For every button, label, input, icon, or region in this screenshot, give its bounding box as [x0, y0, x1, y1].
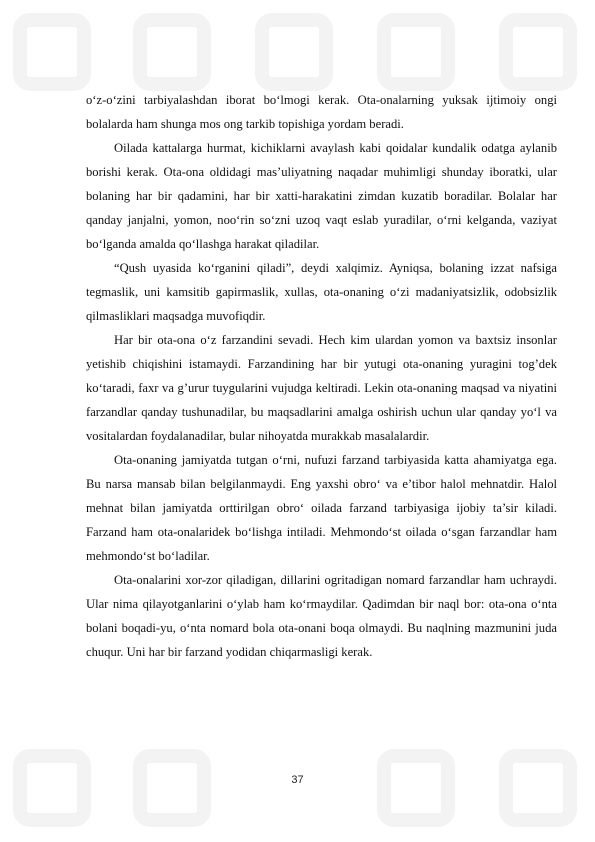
paragraph: Ota-onaning jamiyatda tutgan o‘rni, nufuzi farzand tarbiyasida katta ahamiyatga ega. Bu narsa mansab bilan belgilanmaydi. Eng yaxshi obro‘ va e’tibor halol mehnatdir. Halol mehnat bilan jamiyatda orttirilgan obro‘ oilada farzand tarbiyasiga ijobiy ta’sir kiladi. Farzand ham ota-onalaridek bo‘lishga intiladi. Mehmondo‘st oilada o‘sgan farzandlar ham mehmondo‘st bo‘ladilar.: [86, 453, 557, 563]
paragraph: “Qush uyasida ko‘rganini qiladi”, deydi xalqimiz. Ayniqsa, bolaning izzat nafsiga tegmaslik, uni kamsitib gapirmaslik, xullas, ota-onaning o‘zi madaniyatsizlik, odobsizlik qilmasliklari maqsadga muvofiqdir.: [86, 261, 557, 323]
page-number: 37: [291, 774, 304, 786]
paragraph: Ota-onalarini xor-zor qiladigan, dillarini ogritadigan nomard farzandlar ham uchraydi. Ular nima qilayotganlarini o‘ylab ham ko‘rmaydilar. Qadimdan bir naql bor: ota-ona o‘nta bolani boqadi-yu, o‘nta nomard bola ota-onani boqa olmaydi. Bu naqlning mazmunini juda chuqur. Uni har bir farzand yodidan chiqarmasligi kerak.: [86, 573, 557, 659]
paragraph: o‘z-o‘zini tarbiyalashdan iborat bo‘lmogi kerak. Ota-onalarning yuksak ijtimoiy ongi bolalarda ham shunga mos ong tarkib topishiga yordam beradi.: [86, 93, 557, 131]
paragraph: Oilada kattalarga hurmat, kichiklarni avaylash kabi qoidalar kundalik odatga aylanib borishi kerak. Ota-ona oldidagi mas’uliyatning naqadar muhimligi shunday iboratki, ular bolaning har bir qadamini, har bir xatti-harakatini zimdan kuzatib boradilar. Bolalar har qanday janjalni, yomon, noo‘rin so‘zni uzoq vaqt eslab yuradilar, o‘rni kelganda, vaziyat bo‘lganda amalda qo‘llashga harakat qiladilar.: [86, 141, 557, 251]
page-body: [86, 88, 557, 664]
paragraph: Har bir ota-ona o‘z farzandini sevadi. Hech kim ulardan yomon va baxtsiz insonlar yetishib chiqishini istamaydi. Farzandining har bir yutugi ota-onaning yuragini tog’dek ko‘taradi, faxr va g’urur tuygularini vujudga keltiradi. Lekin ota-onaning maqsad va niyatini farzandlar qanday tushunadilar, bu maqsadlarini amalga oshirish uchun ular qanday yo‘l va vositalardan foydalanadilar, bular nihoyatda murakkab masalalardir.: [86, 333, 557, 443]
